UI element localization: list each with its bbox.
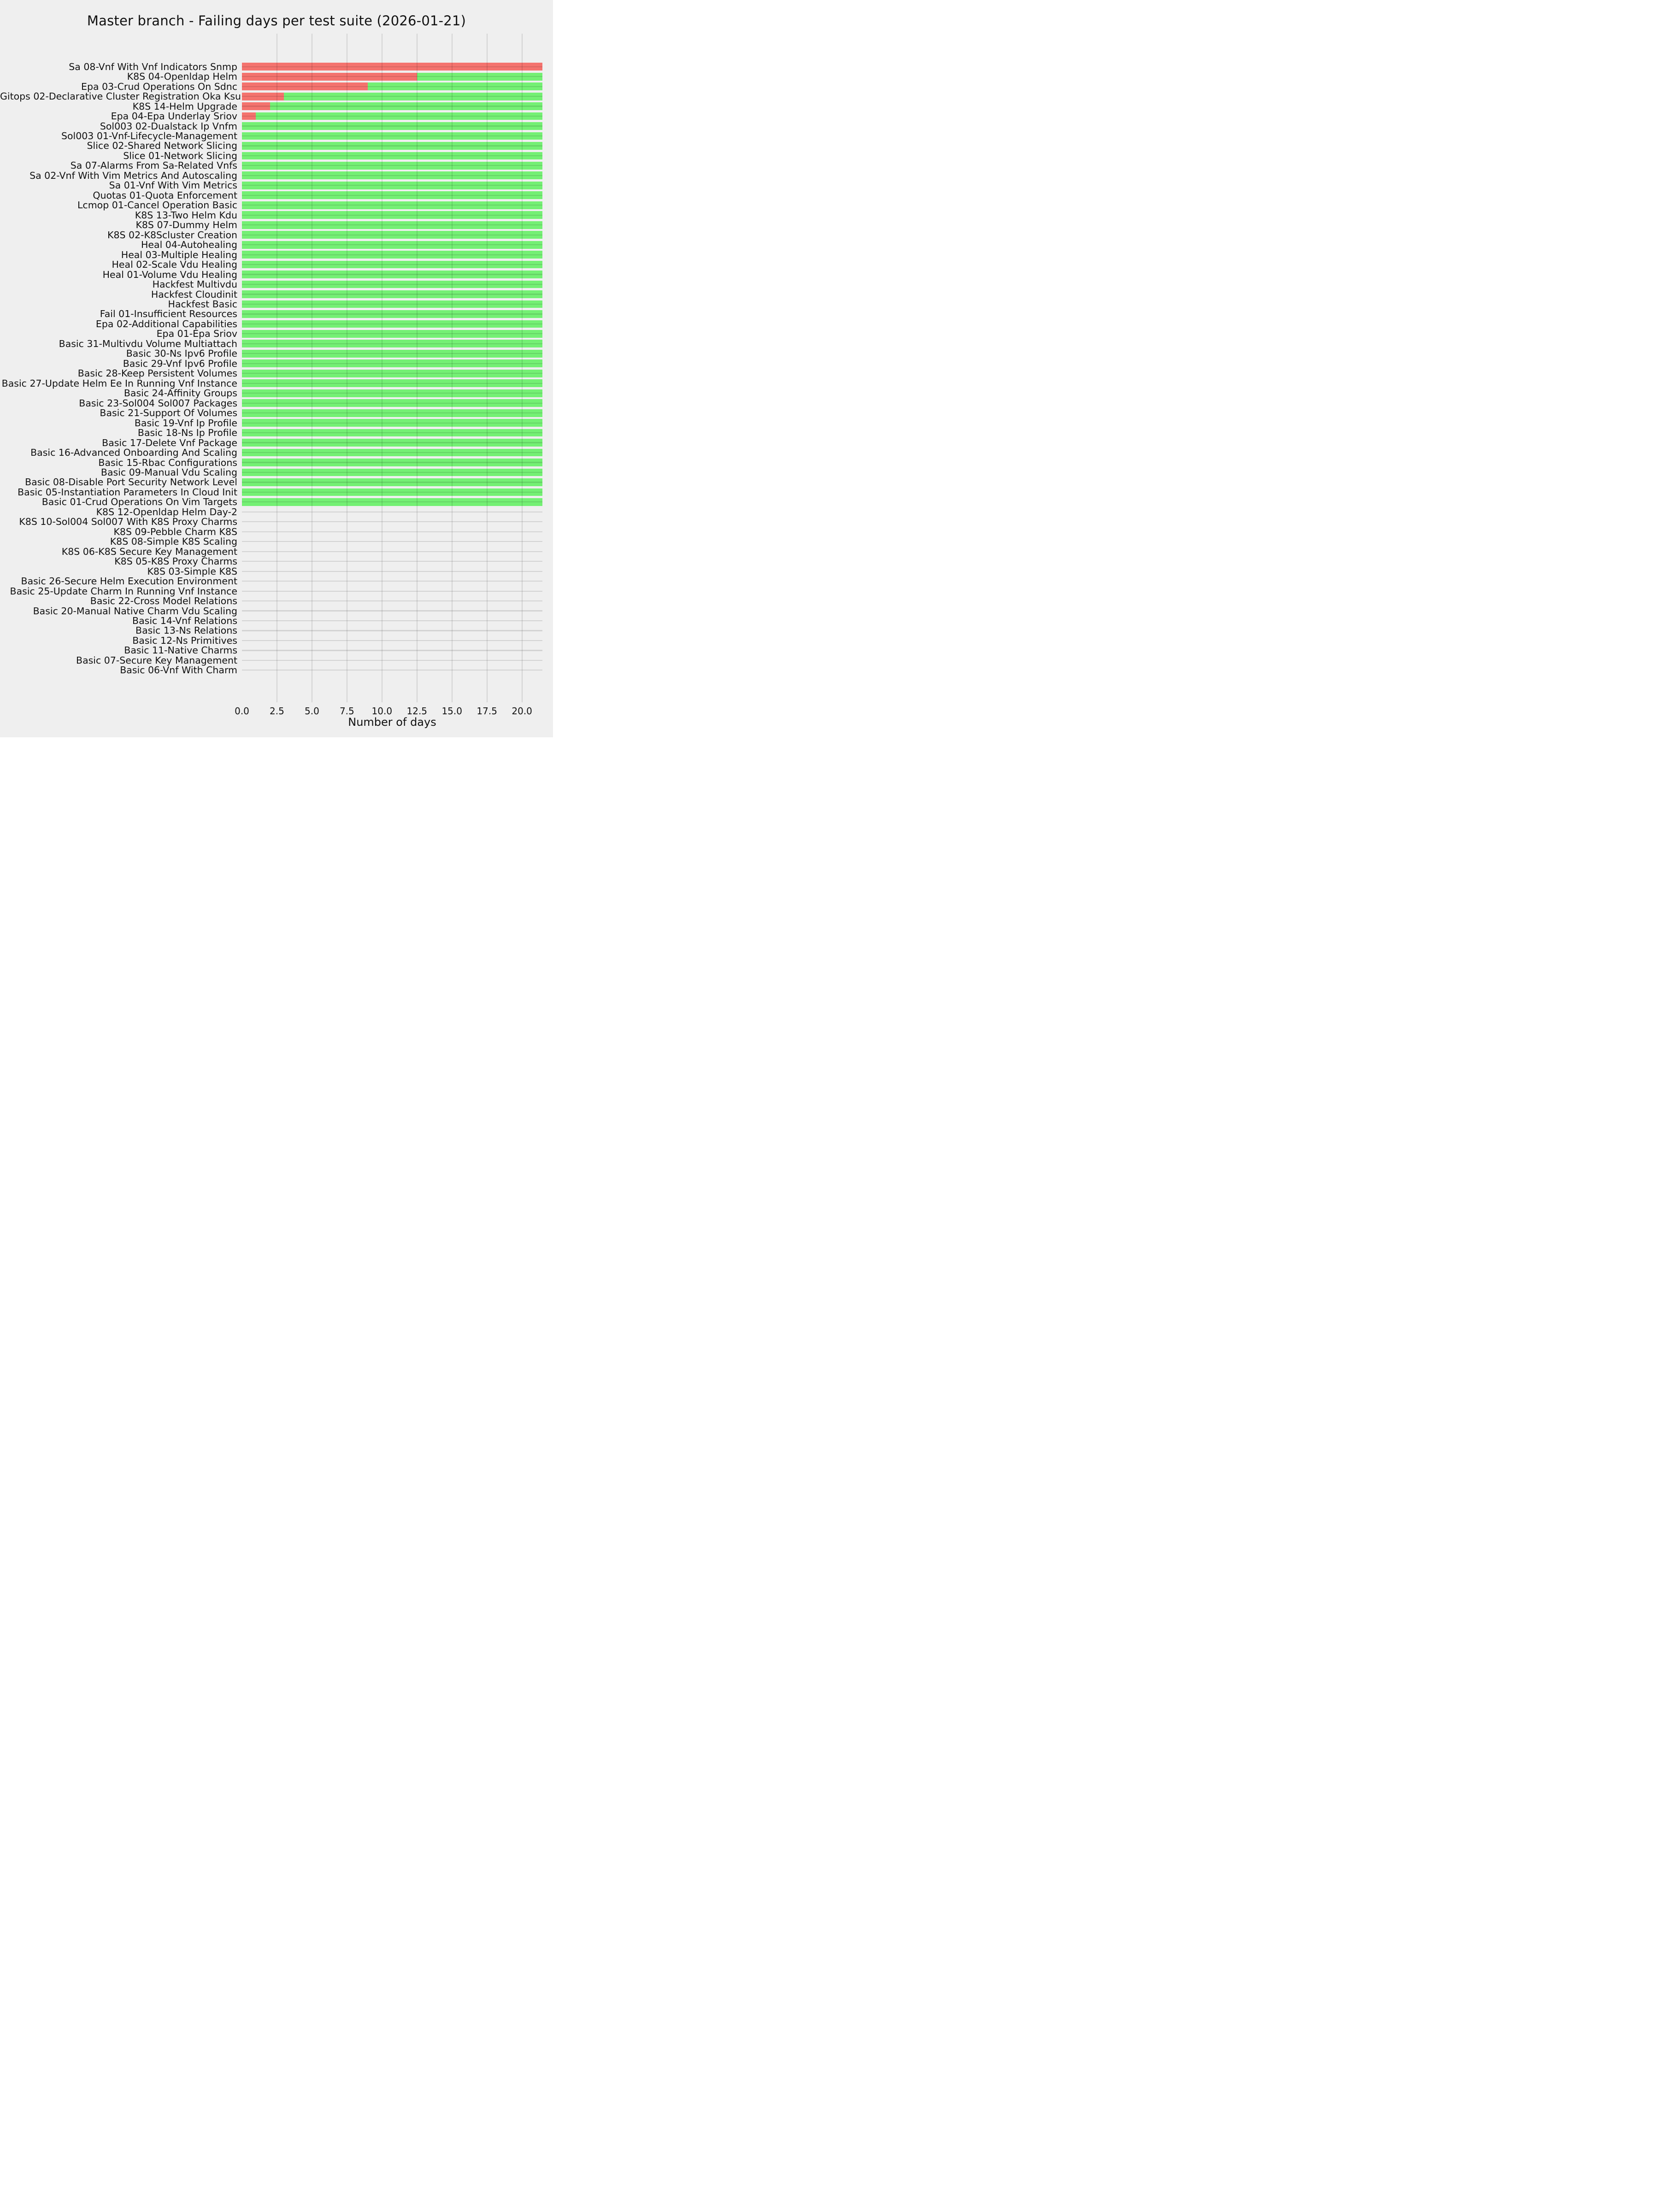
y-gridline — [242, 383, 542, 384]
y-axis-label: Basic 27-Update Helm Ee In Running Vnf Instance — [1, 377, 237, 389]
y-gridline — [242, 561, 542, 562]
y-gridline — [242, 442, 542, 443]
y-axis-label: Basic 29-Vnf Ipv6 Profile — [123, 358, 237, 369]
x-tick-label: 20.0 — [512, 706, 532, 717]
y-axis-label: Basic 24-Affinity Groups — [124, 388, 237, 399]
y-gridline — [242, 620, 542, 621]
y-gridline — [242, 205, 542, 206]
y-axis-label: K8S 12-Openldap Helm Day-2 — [96, 506, 237, 518]
y-gridline — [242, 215, 542, 216]
y-gridline — [242, 145, 542, 146]
y-axis-label: Epa 03-Crud Operations On Sdnc — [81, 81, 237, 92]
x-gridline — [417, 34, 418, 702]
y-axis-label: Basic 17-Delete Vnf Package — [102, 437, 237, 448]
y-axis-label: K8S 07-Dummy Helm — [135, 219, 237, 231]
y-gridline — [242, 353, 542, 354]
y-gridline — [242, 501, 542, 502]
y-axis-label: Basic 07-Secure Key Management — [76, 654, 237, 666]
y-gridline — [242, 403, 542, 404]
y-axis-label: Basic 08-Disable Port Security Network Level — [25, 477, 237, 488]
y-axis-label: Basic 09-Manual Vdu Scaling — [100, 466, 237, 478]
y-gridline — [242, 462, 542, 463]
y-gridline — [242, 373, 542, 374]
y-axis-label: K8S 06-K8S Secure Key Management — [61, 546, 237, 557]
y-axis-label: Basic 19-Vnf Ip Profile — [134, 417, 237, 429]
y-axis-label: Hackfest Basic — [168, 298, 237, 310]
chart-title: Master branch - Failing days per test suite (2026-01-21) — [87, 13, 466, 29]
y-axis-label: Basic 18-Ns Ip Profile — [137, 427, 237, 439]
y-axis-label: Basic 21-Support Of Volumes — [100, 407, 237, 419]
y-gridline — [242, 432, 542, 433]
y-axis-label: Fail 01-Insufficient Resources — [100, 308, 237, 320]
y-axis-label: Basic 22-Cross Model Relations — [90, 595, 237, 607]
y-axis-label: Slice 02-Shared Network Slicing — [87, 140, 237, 152]
y-gridline — [242, 333, 542, 334]
y-gridline — [242, 284, 542, 285]
x-gridline — [452, 34, 453, 702]
y-axis-label: Epa 04-Epa Underlay Sriov — [111, 111, 237, 122]
y-gridline — [242, 581, 542, 582]
chart-figure — [0, 0, 553, 737]
x-tick-label: 10.0 — [371, 706, 393, 717]
y-axis-label: Basic 05-Instantiation Parameters In Cloud Init — [18, 486, 237, 498]
y-gridline — [242, 610, 542, 611]
y-gridline — [242, 591, 542, 592]
y-gridline — [242, 264, 542, 265]
y-gridline — [242, 393, 542, 394]
y-axis-label: Basic 13-Ns Relations — [135, 625, 237, 636]
y-axis-label: Quotas 01-Quota Enforcement — [93, 189, 237, 201]
y-gridline — [242, 304, 542, 305]
y-gridline — [242, 423, 542, 424]
x-gridline — [487, 34, 488, 702]
y-axis-label: Basic 15-Rbac Configurations — [98, 457, 237, 468]
y-axis-label: Basic 12-Ns Primitives — [132, 635, 237, 646]
y-axis-label: Basic 28-Keep Persistent Volumes — [77, 368, 237, 379]
y-axis-label: K8S 13-Two Helm Kdu — [135, 209, 237, 221]
y-gridline — [242, 76, 542, 77]
y-gridline — [242, 412, 542, 413]
y-gridline — [242, 274, 542, 275]
y-axis-label: Lcmop 01-Cancel Operation Basic — [77, 200, 237, 211]
x-tick-label: 17.5 — [477, 706, 497, 717]
y-gridline — [242, 66, 542, 67]
y-gridline — [242, 313, 542, 314]
y-axis-label: Basic 01-Crud Operations On Vim Targets — [41, 496, 237, 508]
y-axis-label: Sa 02-Vnf With Vim Metrics And Autoscaling — [29, 170, 237, 181]
y-axis-label: Heal 04-Autohealing — [141, 239, 237, 251]
y-gridline — [242, 244, 542, 245]
y-gridline — [242, 135, 542, 136]
y-gridline — [242, 343, 542, 344]
y-gridline — [242, 670, 542, 671]
y-axis-label: Sa 07-Alarms From Sa-Related Vnfs — [70, 160, 237, 171]
x-gridline — [522, 34, 523, 702]
y-gridline — [242, 531, 542, 532]
plot-area — [242, 34, 542, 702]
y-axis-label: Sa 01-Vnf With Vim Metrics — [109, 180, 237, 191]
x-tick-label: 15.0 — [441, 706, 462, 717]
y-gridline — [242, 185, 542, 186]
y-axis-label: Heal 02-Scale Vdu Healing — [112, 259, 237, 271]
y-gridline — [242, 224, 542, 225]
y-axis-label: K8S 02-K8Scluster Creation — [107, 229, 237, 241]
y-gridline — [242, 650, 542, 651]
y-axis-label: Basic 30-Ns Ipv6 Profile — [126, 348, 237, 359]
x-tick-label: 5.0 — [305, 706, 319, 717]
y-gridline — [242, 551, 542, 552]
y-axis-label: K8S 09-Pebble Charm K8S — [113, 526, 237, 537]
y-axis-label: K8S 05-K8S Proxy Charms — [114, 556, 237, 567]
y-gridline — [242, 125, 542, 126]
y-gridline — [242, 640, 542, 641]
x-tick-label: 2.5 — [270, 706, 284, 717]
y-axis-label: K8S 04-Openldap Helm — [127, 71, 237, 82]
y-gridline — [242, 541, 542, 542]
y-axis-label: Basic 16-Advanced Onboarding And Scaling — [30, 447, 237, 459]
y-axis-label: Slice 01-Network Slicing — [123, 150, 237, 161]
y-axis-label: Basic 31-Multivdu Volume Multiattach — [59, 338, 237, 349]
y-gridline — [242, 165, 542, 166]
y-gridline — [242, 86, 542, 87]
x-tick-label: 12.5 — [406, 706, 428, 717]
y-gridline — [242, 175, 542, 176]
y-axis-label: Basic 20-Manual Native Charm Vdu Scaling — [33, 605, 237, 617]
y-axis-label: Heal 01-Volume Vdu Healing — [102, 269, 237, 280]
y-axis-label: Epa 02-Additional Capabilities — [95, 318, 237, 329]
y-gridline — [242, 96, 542, 97]
y-gridline — [242, 630, 542, 631]
y-gridline — [242, 452, 542, 453]
y-gridline — [242, 492, 542, 493]
x-tick-label: 0.0 — [235, 706, 249, 717]
y-axis-label: K8S 10-Sol004 Sol007 With K8S Proxy Charms — [19, 516, 237, 528]
y-gridline — [242, 254, 542, 255]
y-gridline — [242, 600, 542, 601]
y-axis-label: K8S 03-Simple K8S — [147, 565, 237, 577]
y-axis-label: K8S 08-Simple K8S Scaling — [110, 536, 237, 547]
y-axis-label: Sol003 02-Dualstack Ip Vnfm — [100, 120, 237, 132]
y-gridline — [242, 571, 542, 572]
y-axis-label: Gitops 02-Declarative Cluster Registration Oka Ksu — [0, 91, 241, 102]
x-tick-label: 7.5 — [339, 706, 354, 717]
y-axis-label: Hackfest Multivdu — [152, 279, 237, 290]
y-gridline — [242, 472, 542, 473]
y-gridline — [242, 363, 542, 364]
y-axis-label: Hackfest Cloudinit — [151, 288, 237, 300]
y-axis-label: Basic 06-Vnf With Charm — [120, 665, 237, 676]
y-axis-label: Epa 01-Epa Sriov — [156, 328, 237, 340]
y-axis-label: Sa 08-Vnf With Vnf Indicators Snmp — [69, 61, 237, 72]
x-gridline — [276, 34, 277, 702]
y-gridline — [242, 660, 542, 661]
y-gridline — [242, 155, 542, 156]
y-axis-label: Basic 14-Vnf Relations — [132, 615, 237, 627]
y-gridline — [242, 116, 542, 117]
y-gridline — [242, 521, 542, 522]
y-axis-label: Sol003 01-Vnf-Lifecycle-Management — [61, 130, 237, 141]
y-axis-label: Basic 26-Secure Helm Execution Environment — [21, 576, 237, 587]
y-axis-label: K8S 14-Helm Upgrade — [132, 100, 237, 112]
y-axis-label: Basic 25-Update Charm In Running Vnf Instance — [10, 585, 237, 597]
y-gridline — [242, 195, 542, 196]
y-axis-label: Basic 11-Native Charms — [124, 645, 237, 656]
y-axis-label: Basic 23-Sol004 Sol007 Packages — [79, 397, 237, 409]
y-axis-label: Heal 03-Multiple Healing — [121, 249, 237, 260]
x-axis-title: Number of days — [348, 716, 436, 729]
